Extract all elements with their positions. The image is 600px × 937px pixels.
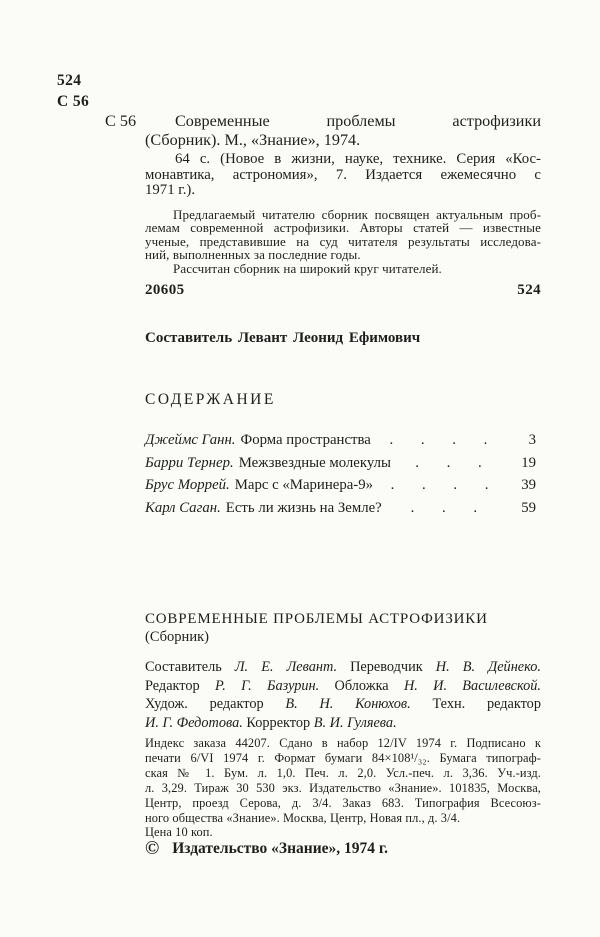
colophon-subtitle: (Сборник) [145, 628, 209, 645]
toc-author: Джеймс Ганн. [145, 432, 236, 448]
credit-role: Редактор [145, 677, 215, 694]
credit-role: Переводчик [337, 659, 436, 675]
toc-leader-dots: . . . [410, 499, 478, 516]
text-line: печати 6/VI 1974 г. Формат бумаги 84×108¹/₃₂. Бумага типограф- [145, 750, 541, 765]
catalog-entry [105, 112, 541, 199]
credit-name: И. Г. Федотова. [145, 714, 243, 731]
copyright-line [145, 839, 388, 858]
credit-role: Обложка [319, 677, 404, 694]
toc-title: Марс с «Маринера-9» [234, 477, 374, 494]
text-line: Индекс заказа 44207. Сдано в набор 12/IV 1974 г. Подписано к [145, 736, 541, 750]
toc-row [145, 497, 536, 520]
text-line [145, 714, 541, 733]
price-line: Цена 10 коп. [145, 825, 213, 840]
toc-page-number: 59 [521, 499, 536, 516]
text-line: ученые, представившие на суд читателя результаты исследова- [145, 233, 541, 249]
text-line: ний, выполненных за последние годы. [145, 247, 361, 263]
text-line: ская № 1. Бум. л. 1,0. Печ. л. 2,0. Усл.-печ. л. 3,36. Уч.-изд. [145, 765, 541, 780]
colophon-title-block [145, 611, 541, 646]
toc-author: Брус Моррей. [145, 477, 230, 494]
toc-page-number: 3 [528, 432, 536, 448]
entry-description [145, 152, 541, 199]
entry-title: Современные проблемы астрофизики [175, 112, 541, 130]
credit-name: В. И. Гуляева. [313, 714, 397, 731]
toc-author: Барри Тернер. [145, 454, 234, 471]
text-line: монавтика, астрономия», 7. Издается ежемесячно с [145, 166, 541, 183]
order-index: 20605 [145, 282, 185, 298]
entry-subtitle-line: (Сборник). М., «Знание», 1974. [145, 130, 361, 149]
credit-role: Худож. редактор [145, 696, 286, 713]
classification-codes-row [145, 282, 541, 299]
toc-row [145, 474, 536, 497]
credit-role: Составитель [145, 659, 235, 675]
copyright-icon: © [145, 838, 160, 859]
text-line [145, 658, 541, 677]
toc-title: Есть ли жизнь на Земле? [225, 499, 382, 516]
annotation [145, 208, 541, 275]
table-of-contents [145, 429, 536, 519]
credit-name: Н. В. Дейнеко. [435, 659, 542, 675]
copyright-text: Издательство «Знание», 1974 г. [172, 839, 389, 857]
credit-name: В. Н. Конюхов. [285, 696, 411, 713]
toc-page-number: 19 [521, 454, 536, 471]
text-line: 1971 г.). [145, 182, 196, 199]
credit-role: Корректор [242, 714, 314, 731]
toc-author: Карл Саган. [145, 499, 221, 516]
imprint [145, 736, 541, 840]
text-line [145, 695, 541, 714]
toc-row [145, 452, 536, 475]
text-line: ного общества «Знание». Москва, Центр, Новая пл., д. 3/4. [145, 810, 461, 825]
entry-code: С 56 [105, 112, 137, 130]
toc-leader-dots: . . . [415, 454, 482, 471]
toc-leader-dots: . . . . [390, 477, 489, 494]
toc-page-number: 39 [521, 477, 536, 494]
text-line: л. 3,29. Тираж 30 530 экз. Издательство «Знание». 101835, Москва, [145, 780, 541, 795]
text-line: Центр, проезд Серова, д. 3/4. Заказ 683. Типография Всесоюз- [145, 795, 541, 810]
editorial-credits [145, 658, 541, 732]
author-sign: С 56 [57, 93, 90, 110]
credit-role: Техн. редактор [410, 696, 541, 713]
udc-number: 524 [517, 282, 541, 298]
colophon-title: СОВРЕМЕННЫЕ ПРОБЛЕМЫ АСТРОФИЗИКИ [145, 611, 488, 627]
compiler-line: Составитель Левант Леонид Ефимович [145, 330, 421, 346]
credit-name: Н. И. Василевской. [403, 677, 542, 694]
toc-row [145, 429, 536, 452]
contents-heading: СОДЕРЖАНИЕ [145, 391, 276, 408]
credit-name: Л. Е. Левант. [234, 659, 338, 675]
toc-title: Форма пространства [240, 432, 371, 448]
udc-index: 524 [57, 72, 82, 89]
text-line: лемам современной астрофизики. Авторы статей — известные [145, 220, 541, 236]
credit-name: Р. Г. Базурин. [214, 677, 320, 694]
text-line: Предлагаемый читателю сборник посвящен актуальным проб- [173, 207, 541, 222]
text-line [145, 677, 541, 696]
toc-leader-dots: . . . . [389, 432, 488, 448]
entry-title-line [105, 112, 541, 131]
text-line: Рассчитан сборник на широкий круг читателей. [173, 260, 442, 276]
catalog-corner [57, 70, 89, 112]
toc-title: Межзвездные молекулы [238, 454, 391, 471]
text-line: 64 с. (Новое в жизни, науке, технике. Серия «Кос- [175, 151, 541, 168]
